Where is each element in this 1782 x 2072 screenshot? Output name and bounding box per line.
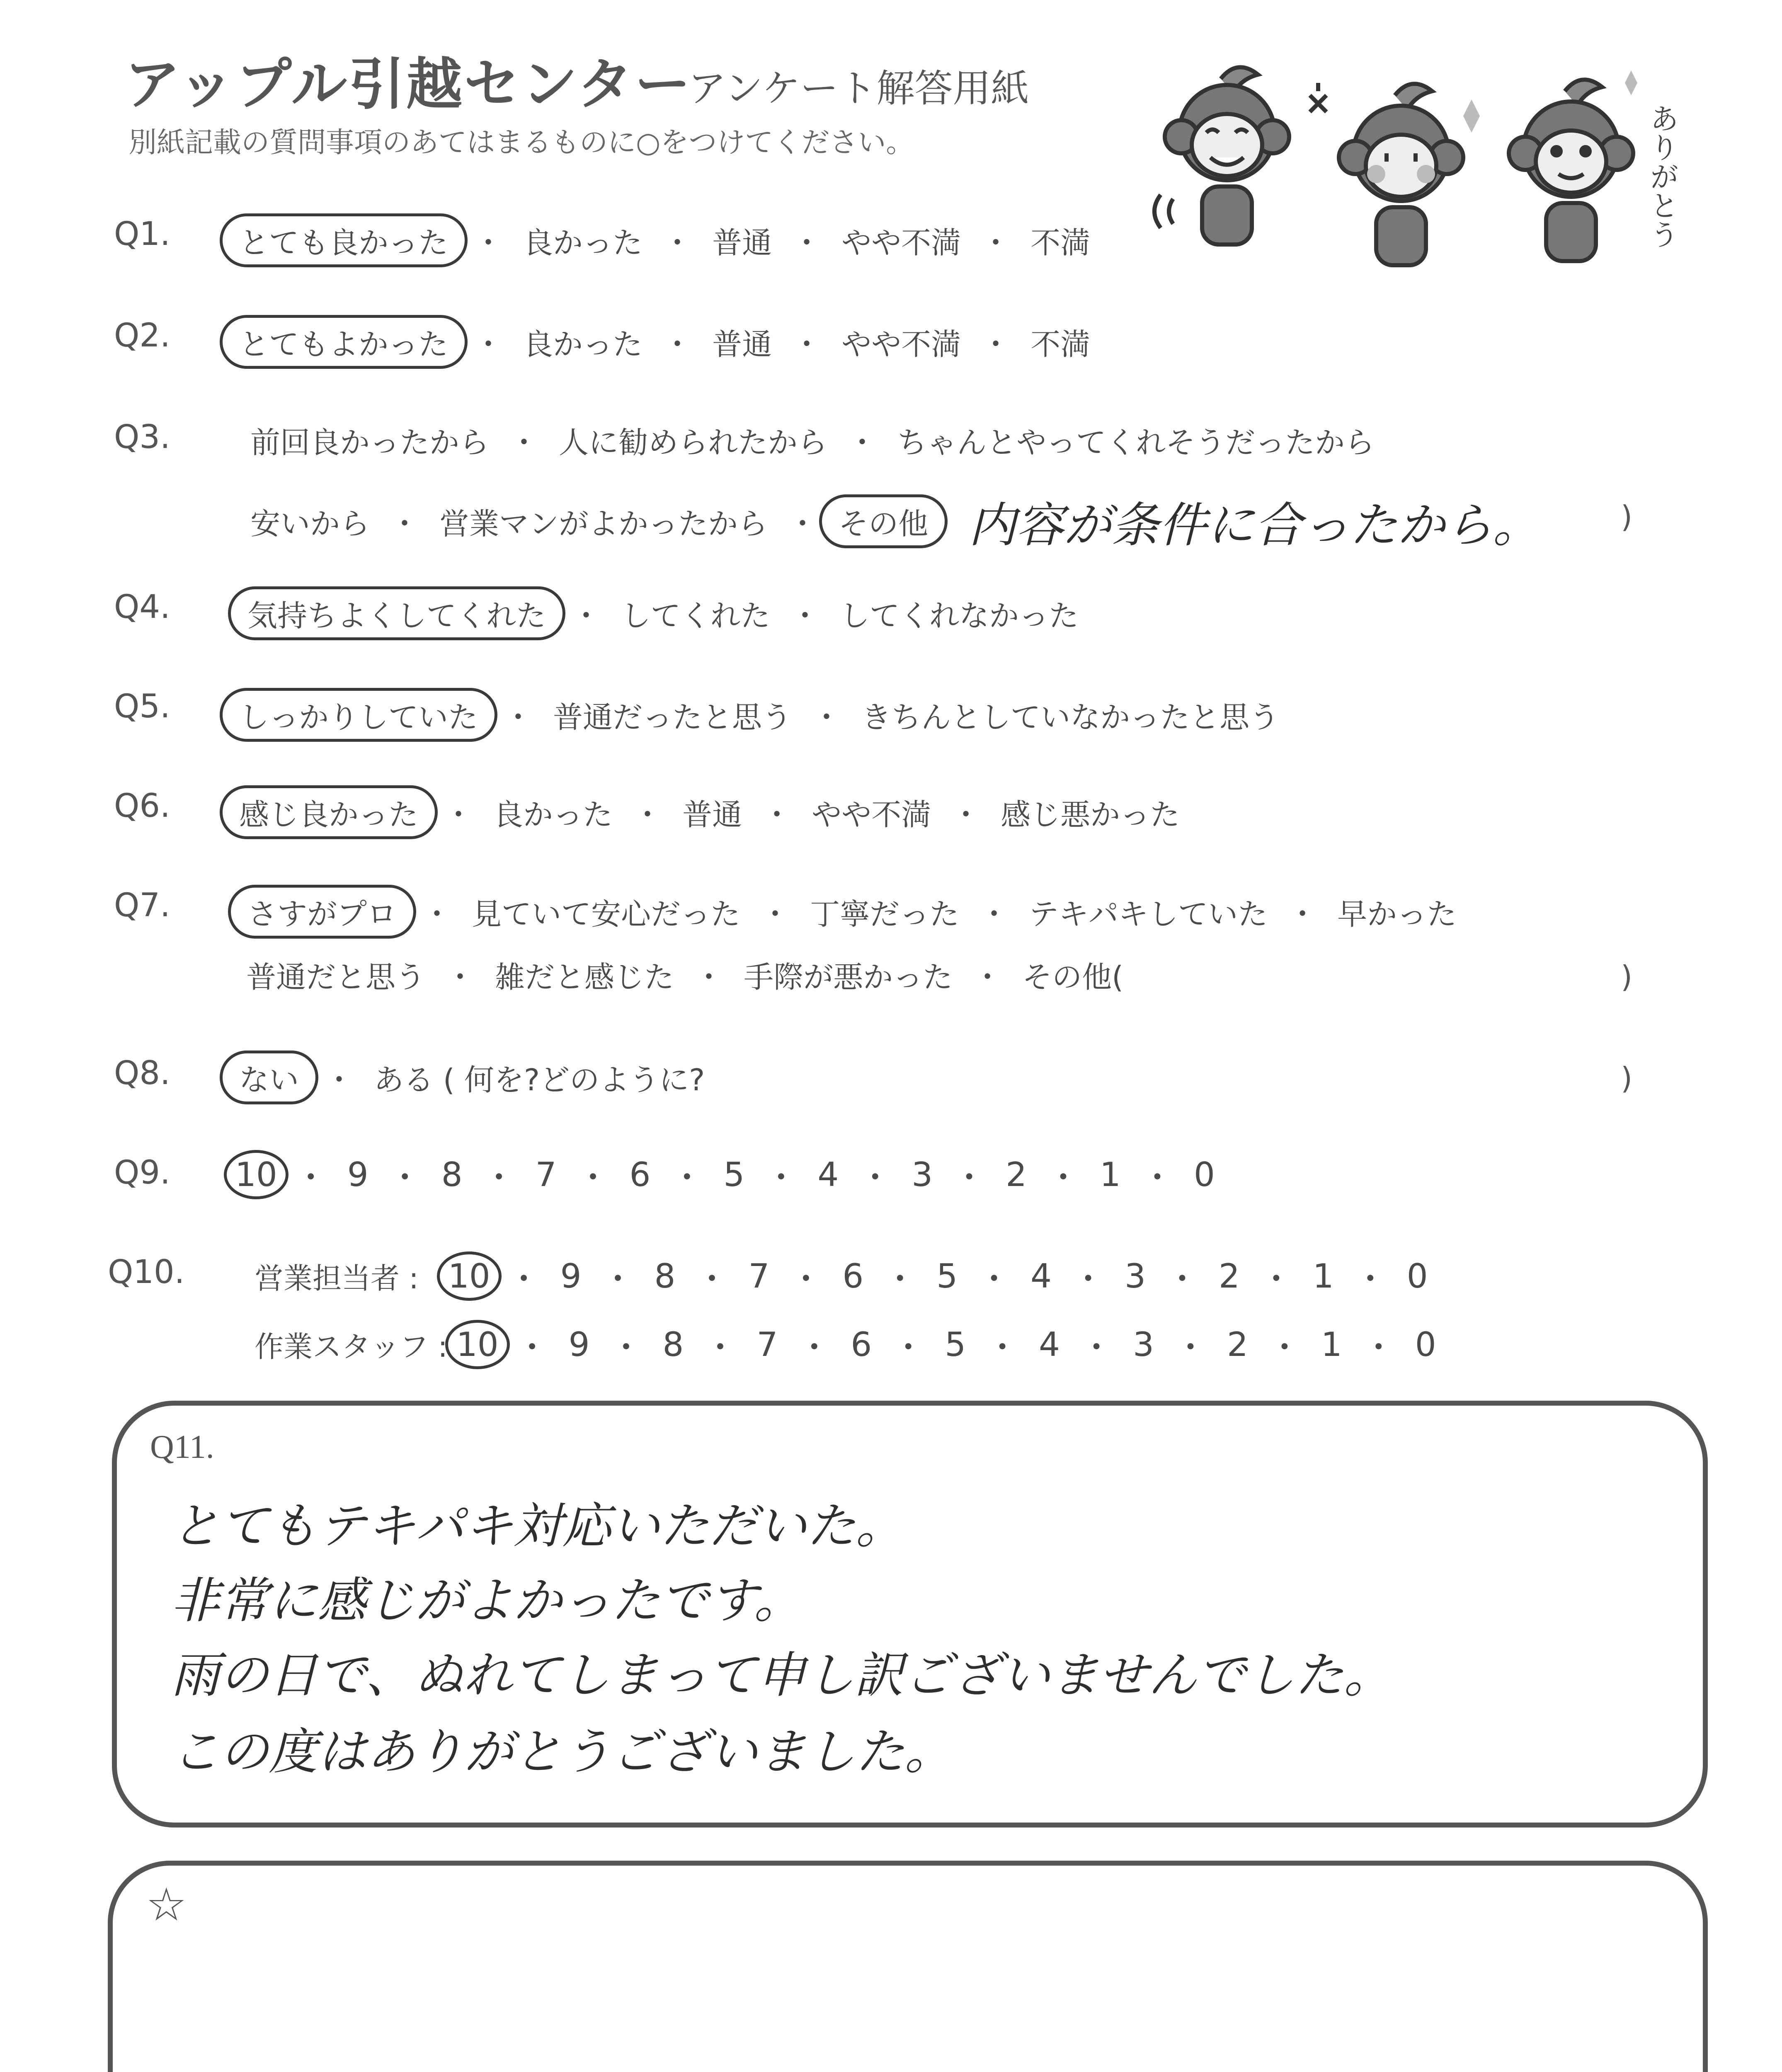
- q8-close-paren: ): [1621, 1061, 1633, 1096]
- q10-staff-score-0[interactable]: 0: [1415, 1325, 1436, 1364]
- q3-option-2[interactable]: 人に勧められたから: [559, 425, 828, 460]
- q7-option-5[interactable]: 早かった: [1337, 897, 1457, 932]
- q10-sales-scale: 営業担当者 : 10 ・ 9 ・ 8 ・ 7 ・ 6 ・ 5 ・ 4 ・ 3 ・ 2 ・ 1 ・ 0: [249, 1251, 1434, 1301]
- q7-close-paren: ): [1621, 959, 1633, 994]
- thanks-text: ありがとう: [1645, 104, 1679, 249]
- q9-score-0[interactable]: 0: [1193, 1155, 1215, 1194]
- q3-number: Q3.: [114, 419, 170, 456]
- q10-sales-score-7[interactable]: 7: [748, 1257, 770, 1295]
- q7-option-1[interactable]: さすがプロ: [228, 885, 416, 939]
- q1-option-3[interactable]: 普通: [712, 225, 772, 260]
- q2-number: Q2.: [114, 317, 170, 354]
- q1-option-4[interactable]: やや不満: [841, 225, 961, 260]
- q10-staff-score-1[interactable]: 1: [1321, 1325, 1342, 1364]
- q10-staff-score-10[interactable]: 10: [445, 1320, 510, 1369]
- q10-staff-score-5[interactable]: 5: [945, 1325, 966, 1364]
- q3-option-6[interactable]: その他: [819, 494, 948, 548]
- q5-option-1[interactable]: しっかりしていた: [220, 688, 497, 742]
- monkey-mascot-illustration: [1144, 62, 1683, 278]
- q10-sales-label: 営業担当者 :: [255, 1261, 419, 1295]
- q6-options: 感じ良かった ・ 良かった ・ 普通 ・ やや不満 ・ 感じ悪かった: [232, 785, 1186, 839]
- q9-score-3[interactable]: 3: [912, 1155, 933, 1194]
- q9-score-10[interactable]: 10: [224, 1150, 289, 1199]
- q7-option-6[interactable]: 普通だと思う: [246, 960, 426, 995]
- q10-sales-score-1[interactable]: 1: [1312, 1257, 1334, 1295]
- star-icon: ☆: [146, 1880, 187, 1930]
- q3-option-3[interactable]: ちゃんとやってくれそうだったから: [897, 425, 1375, 460]
- q1-options: とても良かった ・ 良かった ・ 普通 ・ やや不満 ・ 不満: [232, 213, 1096, 267]
- q5-option-3[interactable]: きちんとしていなかったと思う: [861, 700, 1280, 735]
- q9-score-6[interactable]: 6: [629, 1155, 651, 1194]
- q10-number: Q10.: [108, 1254, 185, 1291]
- q9-score-5[interactable]: 5: [723, 1155, 745, 1194]
- q11-comment-box[interactable]: [112, 1401, 1708, 1828]
- q10-staff-score-6[interactable]: 6: [851, 1325, 872, 1364]
- q1-option-5[interactable]: 不満: [1030, 225, 1091, 260]
- q5-option-2[interactable]: 普通だったと思う: [553, 700, 792, 735]
- q11-comment-line-2: 非常に感じがよかったです。: [171, 1572, 803, 1629]
- q3-option-1[interactable]: 前回良かったから: [250, 425, 490, 460]
- q7-option-8[interactable]: 手際が悪かった: [744, 960, 953, 995]
- q2-options: とてもよかった ・ 良かった ・ 普通 ・ やや不満 ・ 不満: [232, 315, 1096, 369]
- q3-option-4[interactable]: 安いから: [250, 506, 370, 541]
- q10-sales-score-3[interactable]: 3: [1125, 1257, 1146, 1295]
- q6-option-3[interactable]: 普通: [682, 797, 742, 832]
- q8-option-2[interactable]: ある ( 何を?どのように?: [374, 1063, 705, 1097]
- q10-staff-score-3[interactable]: 3: [1133, 1325, 1154, 1364]
- q7-number: Q7.: [114, 887, 170, 924]
- q10-staff-score-9[interactable]: 9: [568, 1325, 590, 1364]
- q9-number: Q9.: [114, 1154, 170, 1191]
- q6-number: Q6.: [114, 787, 170, 825]
- q2-option-5[interactable]: 不満: [1030, 327, 1091, 362]
- q3-other-answer: 内容が条件に合ったから。: [968, 498, 1541, 553]
- q3-option-5[interactable]: 営業マンがよかったから: [439, 506, 768, 541]
- q11-label: Q11.: [150, 1429, 214, 1465]
- q2-option-4[interactable]: やや不満: [841, 327, 961, 362]
- q4-number: Q4.: [114, 588, 170, 626]
- q11-comment-line-4: この度はありがとうございました。: [171, 1723, 954, 1780]
- q2-option-2[interactable]: 良かった: [523, 327, 643, 362]
- q9-score-2[interactable]: 2: [1006, 1155, 1027, 1194]
- q9-score-7[interactable]: 7: [535, 1155, 557, 1194]
- q9-score-9[interactable]: 9: [347, 1155, 369, 1194]
- q10-sales-score-9[interactable]: 9: [560, 1257, 582, 1295]
- q10-staff-score-2[interactable]: 2: [1227, 1325, 1248, 1364]
- q8-option-1[interactable]: ない: [220, 1051, 318, 1104]
- q9-score-1[interactable]: 1: [1100, 1155, 1121, 1194]
- q10-sales-score-0[interactable]: 0: [1406, 1257, 1428, 1295]
- q7-line-2: 普通だと思う ・ 雑だと感じた ・ 手際が悪かった ・ その他(: [240, 953, 1129, 996]
- q7-option-2[interactable]: 見ていて安心だった: [472, 897, 741, 932]
- company-title: アップル引越センター: [124, 52, 692, 117]
- q6-option-2[interactable]: 良かった: [493, 797, 613, 832]
- monkey-1-icon: [1154, 67, 1289, 244]
- q7-line-1: さすがプロ ・ 見ていて安心だった ・ 丁寧だった ・ テキパキしていた ・ 早かった: [240, 885, 1462, 939]
- q7-option-9[interactable]: その他(: [1022, 960, 1124, 995]
- q5-number: Q5.: [114, 688, 170, 725]
- q10-sales-score-2[interactable]: 2: [1218, 1257, 1240, 1295]
- q10-staff-score-7[interactable]: 7: [756, 1325, 778, 1364]
- q1-number: Q1.: [114, 215, 170, 253]
- q7-option-7[interactable]: 雑だと感じた: [495, 960, 674, 995]
- q1-option-2[interactable]: 良かった: [523, 225, 643, 260]
- q10-sales-score-10[interactable]: 10: [437, 1251, 502, 1301]
- q4-option-1[interactable]: 気持ちよくしてくれた: [228, 586, 565, 640]
- monkey-3-icon: [1463, 70, 1637, 261]
- q11-comment-line-1: とてもテキパキ対応いただいた。: [171, 1497, 905, 1554]
- form-title: アンケート解答用紙: [688, 66, 1029, 111]
- q10-staff-scale: 作業スタッフ : 10 ・ 9 ・ 8 ・ 7 ・ 6 ・ 5 ・ 4 ・ 3 ・ 2 ・ 1 ・ 0: [249, 1320, 1442, 1369]
- q2-option-1[interactable]: とてもよかった: [220, 315, 468, 369]
- q10-sales-score-5[interactable]: 5: [936, 1257, 958, 1295]
- q6-option-1[interactable]: 感じ良かった: [220, 785, 438, 839]
- q3-close-paren: ): [1621, 499, 1633, 534]
- q1-option-1[interactable]: とても良かった: [220, 213, 468, 267]
- q10-sales-score-4[interactable]: 4: [1030, 1257, 1052, 1295]
- q9-scale: 10 ・ 9 ・ 8 ・ 7 ・ 6 ・ 5 ・ 4 ・ 3 ・ 2 ・ 1 ・ 0: [236, 1150, 1221, 1199]
- q7-option-3[interactable]: 丁寧だった: [810, 897, 960, 932]
- instruction-text: 別紙記載の質問事項のあてはまるものに○をつけてください。: [128, 126, 914, 159]
- q6-option-5[interactable]: 感じ悪かった: [1001, 797, 1180, 832]
- q6-option-4[interactable]: やや不満: [812, 797, 931, 832]
- q10-staff-score-4[interactable]: 4: [1039, 1325, 1060, 1364]
- q5-options: しっかりしていた ・ 普通だったと思う ・ きちんとしていなかったと思う: [232, 688, 1285, 742]
- q4-option-3[interactable]: してくれなかった: [840, 598, 1079, 633]
- q11-comment-line-3: 雨の日で、ぬれてしまって申し訳ございませんでした。: [171, 1646, 1393, 1704]
- star-comment-box[interactable]: [108, 1861, 1708, 2072]
- q8-number: Q8.: [114, 1055, 170, 1092]
- q7-option-4[interactable]: テキパキしていた: [1029, 897, 1268, 932]
- q9-score-8[interactable]: 8: [441, 1155, 463, 1194]
- q10-sales-score-6[interactable]: 6: [842, 1257, 864, 1295]
- q3-line-1: 前回良かったから ・ 人に勧められたから ・ ちゃんとやってくれそうだったから: [245, 419, 1380, 462]
- q4-options: 気持ちよくしてくれた ・ してくれた ・ してくれなかった: [240, 586, 1084, 640]
- q3-line-2: 安いから ・ 営業マンがよかったから ・ その他 内容が条件に合ったから。: [245, 487, 1540, 555]
- monkey-2-icon: [1310, 83, 1463, 265]
- q2-option-3[interactable]: 普通: [712, 327, 772, 362]
- q10-staff-label: 作業スタッフ :: [255, 1330, 448, 1364]
- q10-staff-score-8[interactable]: 8: [662, 1325, 684, 1364]
- q9-score-4[interactable]: 4: [817, 1155, 839, 1194]
- q4-option-2[interactable]: してくれた: [621, 598, 771, 633]
- q8-options: ない ・ ある ( 何を?どのように?: [232, 1051, 710, 1104]
- q10-sales-score-8[interactable]: 8: [654, 1257, 676, 1295]
